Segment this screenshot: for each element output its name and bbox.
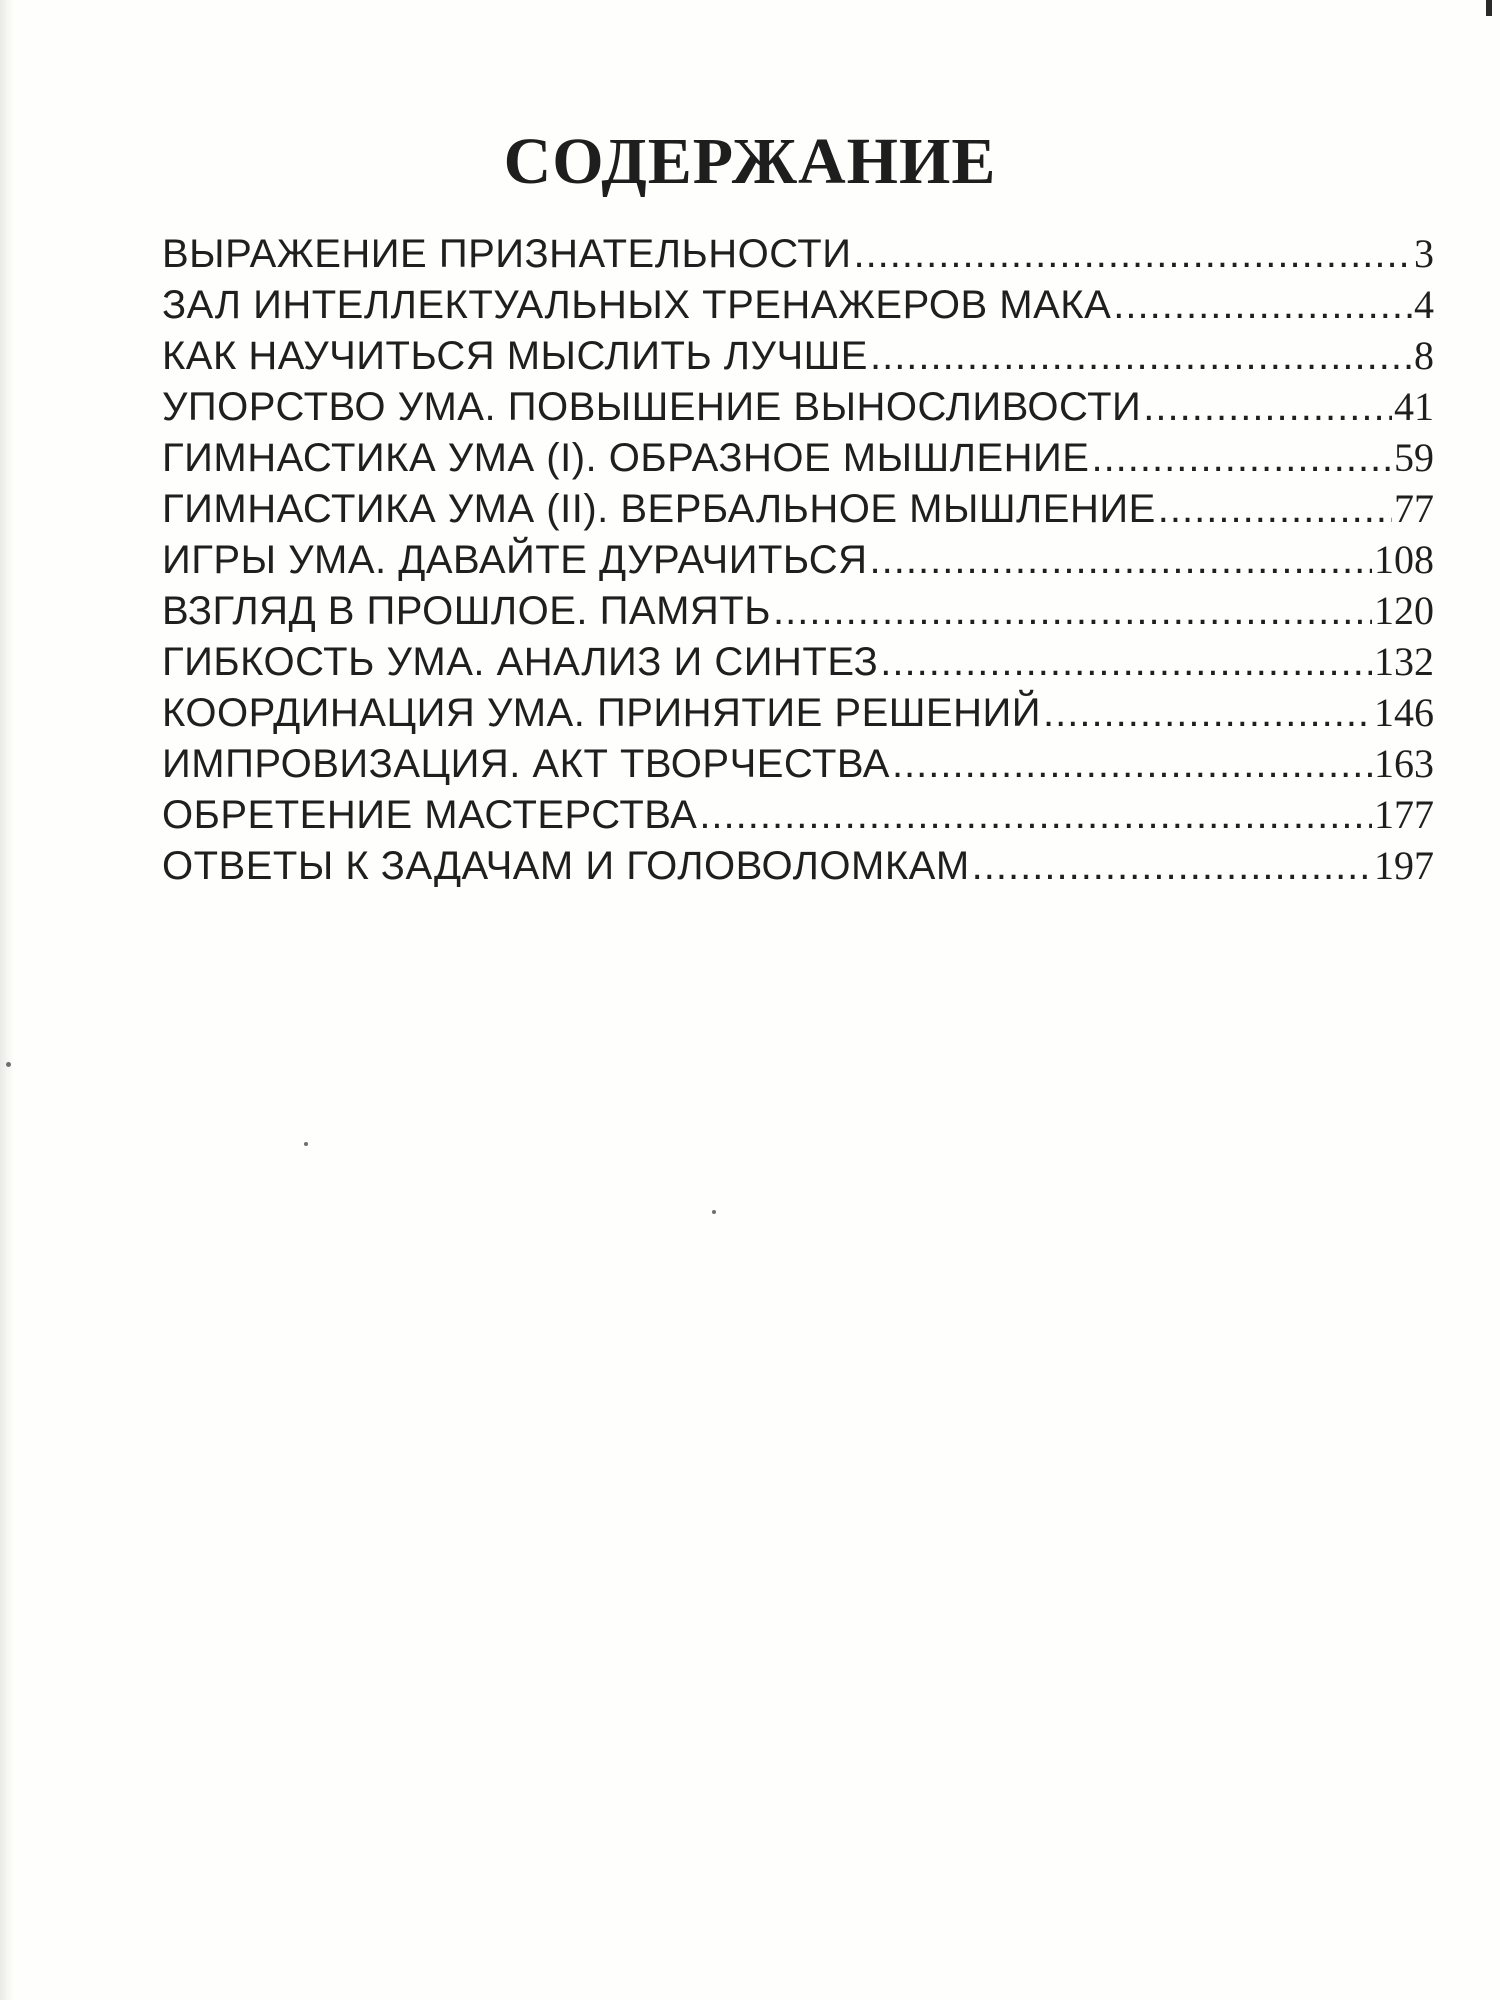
toc-dot-leader bbox=[1143, 382, 1392, 433]
toc-entry-page: 120 bbox=[1374, 588, 1434, 633]
toc-entry-title: КООРДИНАЦИЯ УМА. ПРИНЯТИЕ РЕШЕНИЙ bbox=[162, 691, 1041, 735]
toc-entry-title: ГИМНАСТИКА УМА (I). ОБРАЗНОЕ МЫШЛЕНИЕ bbox=[162, 436, 1090, 480]
toc-entry-page: 4 bbox=[1414, 282, 1434, 327]
toc-entry[interactable] bbox=[162, 585, 1434, 636]
toc-dot-leader bbox=[880, 637, 1372, 688]
toc-dot-leader bbox=[1091, 433, 1392, 484]
toc-entry-page: 146 bbox=[1374, 690, 1434, 735]
toc-entry-page: 3 bbox=[1414, 231, 1434, 276]
toc-list bbox=[162, 228, 1434, 891]
scan-speck bbox=[6, 1062, 11, 1067]
toc-entry-title: УПОРСТВО УМА. ПОВЫШЕНИЕ ВЫНОСЛИВОСТИ bbox=[162, 385, 1142, 429]
scan-corner-mark bbox=[1486, 0, 1492, 16]
toc-entry-title: ИГРЫ УМА. ДАВАЙТЕ ДУРАЧИТЬСЯ bbox=[162, 538, 868, 582]
toc-heading: СОДЕРЖАНИЕ bbox=[503, 125, 997, 198]
toc-entry-title: ВЗГЛЯД В ПРОШЛОЕ. ПАМЯТЬ bbox=[162, 589, 771, 633]
toc-entry-title: ГИБКОСТЬ УМА. АНАЛИЗ И СИНТЕЗ bbox=[162, 640, 879, 684]
toc-dot-leader bbox=[892, 739, 1372, 790]
toc-entry-page: 77 bbox=[1394, 486, 1434, 531]
toc-dot-leader bbox=[972, 841, 1372, 892]
toc-entry-page: 197 bbox=[1374, 843, 1434, 888]
toc-entry-page: 59 bbox=[1394, 435, 1434, 480]
toc-entry[interactable] bbox=[162, 381, 1434, 432]
toc-entry-title: ВЫРАЖЕНИЕ ПРИЗНАТЕЛЬНОСТИ bbox=[162, 232, 852, 276]
toc-dot-leader bbox=[1043, 688, 1372, 739]
toc-entry[interactable] bbox=[162, 738, 1434, 789]
toc-dot-leader bbox=[853, 229, 1412, 280]
toc-dot-leader bbox=[870, 331, 1412, 382]
toc-entry-title: ОТВЕТЫ К ЗАДАЧАМ И ГОЛОВОЛОМКАМ bbox=[162, 844, 970, 888]
toc-dot-leader bbox=[699, 790, 1372, 841]
toc-entry-page: 8 bbox=[1414, 333, 1434, 378]
toc-entry-title: ИМПРОВИЗАЦИЯ. АКТ ТВОРЧЕСТВА bbox=[162, 742, 890, 786]
toc-dot-leader bbox=[773, 586, 1372, 637]
toc-entry[interactable] bbox=[162, 228, 1434, 279]
toc-entry-page: 41 bbox=[1394, 384, 1434, 429]
toc-entry[interactable] bbox=[162, 483, 1434, 534]
toc-entry[interactable] bbox=[162, 279, 1434, 330]
toc-entry-page: 132 bbox=[1374, 639, 1434, 684]
toc-entry-title: ГИМНАСТИКА УМА (II). ВЕРБАЛЬНОЕ МЫШЛЕНИЕ bbox=[162, 487, 1156, 531]
toc-entry[interactable] bbox=[162, 432, 1434, 483]
toc-entry[interactable] bbox=[162, 636, 1434, 687]
toc-entry[interactable] bbox=[162, 789, 1434, 840]
toc-entry-page: 177 bbox=[1374, 792, 1434, 837]
toc-dot-leader bbox=[1113, 280, 1412, 331]
toc-entry[interactable] bbox=[162, 330, 1434, 381]
toc-entry[interactable] bbox=[162, 840, 1434, 891]
toc-entry-title: ОБРЕТЕНИЕ МАСТЕРСТВА bbox=[162, 793, 698, 837]
toc-dot-leader bbox=[1158, 484, 1392, 535]
toc-entry-page: 108 bbox=[1374, 537, 1434, 582]
toc-entry-title: КАК НАУЧИТЬСЯ МЫСЛИТЬ ЛУЧШЕ bbox=[162, 334, 868, 378]
scan-speck bbox=[304, 1142, 308, 1146]
toc-dot-leader bbox=[870, 535, 1372, 586]
toc-entry[interactable] bbox=[162, 687, 1434, 738]
scan-shadow-edge bbox=[0, 0, 14, 2000]
scan-speck bbox=[712, 1210, 716, 1214]
toc-entry[interactable] bbox=[162, 534, 1434, 585]
toc-entry-page: 163 bbox=[1374, 741, 1434, 786]
toc-entry-title: ЗАЛ ИНТЕЛЛЕКТУАЛЬНЫХ ТРЕНАЖЕРОВ МАКА bbox=[162, 283, 1112, 327]
